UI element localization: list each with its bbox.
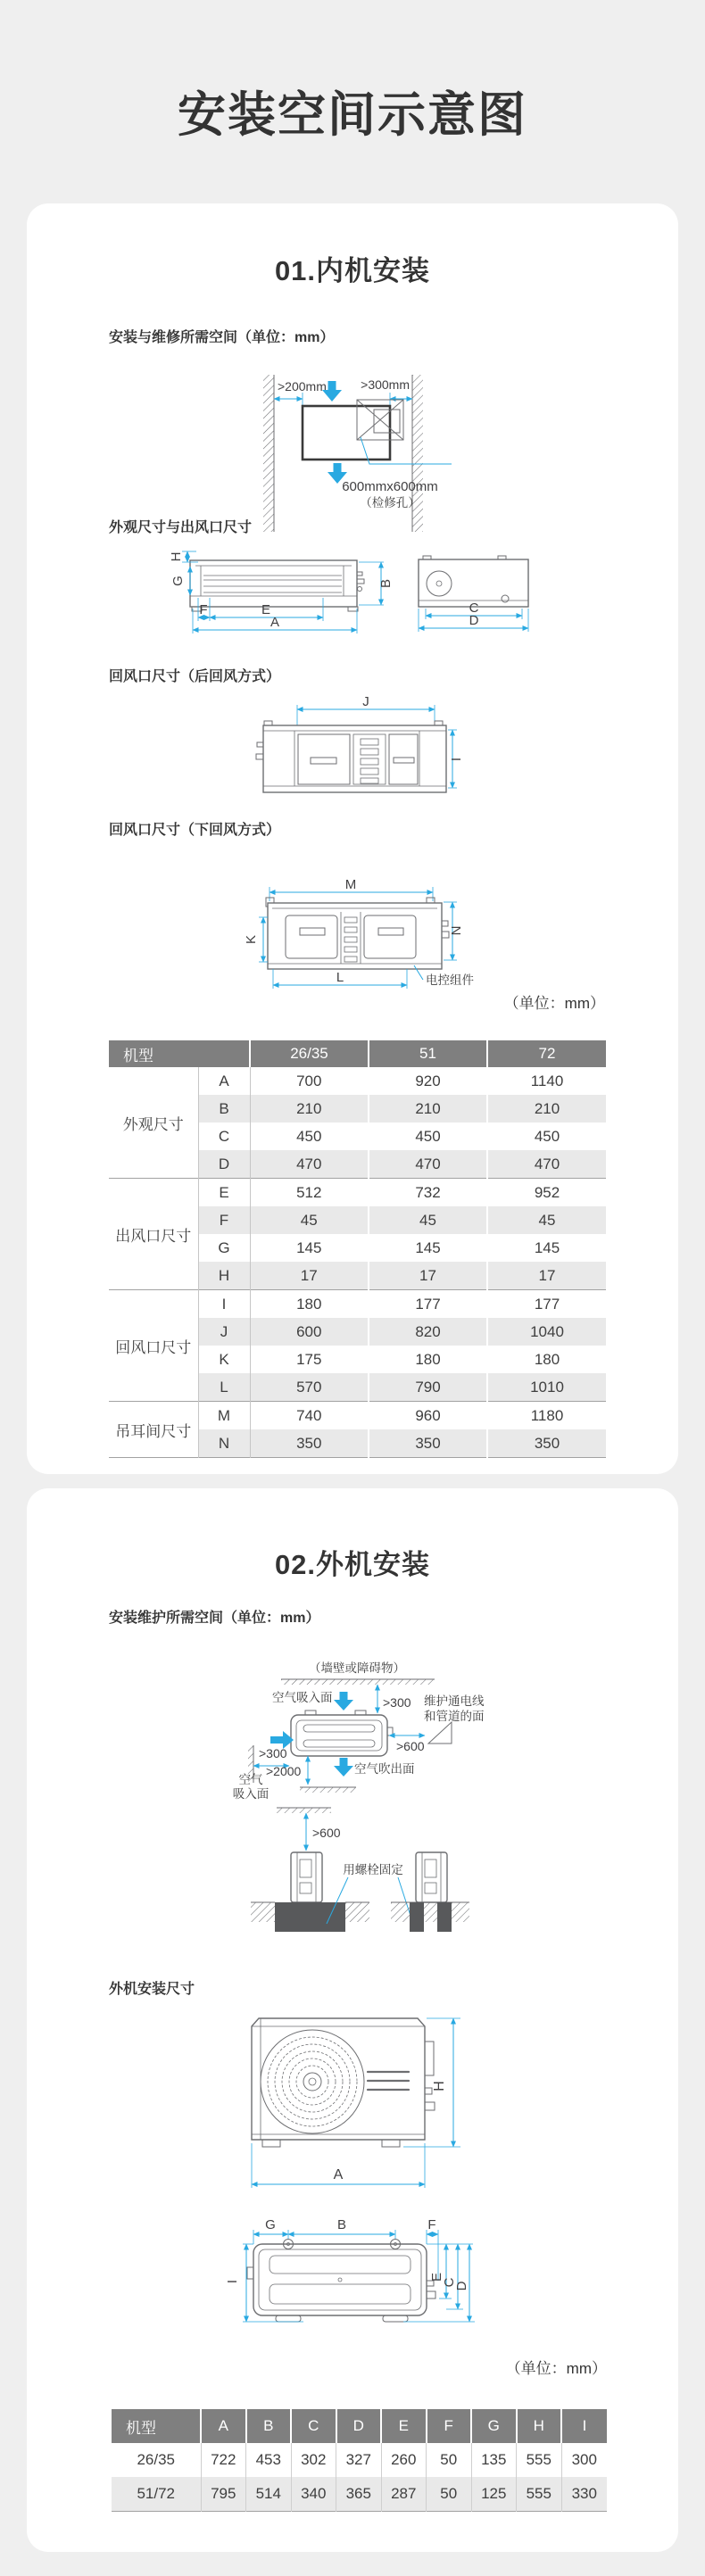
rear-return-unit [256,721,446,792]
dim-label-f: F [199,602,208,617]
table-cell: 1140 [487,1067,606,1095]
outdoor-unit-front [252,2018,435,2147]
dim-label-l: L [336,970,344,985]
table-dim-letter: G [198,1234,250,1262]
page-title: 安装空间示意图 [178,88,527,142]
table-cell: 350 [369,1429,487,1458]
table-cell: 1180 [487,1402,606,1430]
left-intake-label-1: 空气 [238,1773,263,1786]
table-cell: 17 [487,1262,606,1290]
side-view [419,556,528,607]
access-hole-name: （检修孔） [360,496,420,509]
table-cell: 470 [250,1150,369,1179]
table-cell: 45 [250,1206,369,1234]
table-header-model: 机型 [109,1040,250,1067]
label-bottom-return: 回风口尺寸（下回风方式） [109,823,281,838]
dim-stack-gap: >600 [312,1826,341,1840]
outdoor-unit-top [247,2240,435,2323]
table-cell: 512 [250,1179,369,1207]
table-cell: 350 [250,1429,369,1458]
table-cell: 300 [561,2443,607,2477]
outlet-label: 空气吹出面 [354,1762,415,1776]
outdoor-install-card [27,1488,678,2552]
bottom-return-unit [266,898,449,969]
table-cell: 600 [250,1318,369,1346]
table-dim-letter: D [198,1150,250,1179]
table-header-col: G [471,2409,517,2443]
ground-mark [300,1787,356,1793]
table-dim-letter: H [198,1262,250,1290]
bolt-fixing-diagram [27,1801,678,1945]
table-cell: 177 [487,1290,606,1319]
table-model-cell: 51/72 [112,2477,201,2512]
dim-label-a: A [333,2167,344,2183]
label-indoor-clearance: 安装与维修所需空间（单位：mm） [109,330,335,345]
table-row [112,2477,607,2512]
table-header-col: I [561,2409,607,2443]
table-cell: 50 [427,2477,472,2512]
dim-label-d: D [469,613,479,628]
table-group-label: 吊耳间尺寸 [109,1402,198,1458]
table-header-model: 机型 [112,2409,201,2443]
outdoor-dimension-table [112,2409,607,2512]
dim-label-n: N [449,925,464,936]
table-header-col: A [201,2409,246,2443]
table-cell: 45 [369,1206,487,1234]
wall-note: （墙壁或障碍物） [309,1661,405,1675]
table-cell: 1010 [487,1373,606,1402]
bolt-label: 用螺栓固定 [343,1863,403,1876]
table-cell: 260 [381,2443,427,2477]
table-header-col: 26/35 [250,1040,369,1067]
dim-label-m: M [344,877,357,892]
table-row [109,1179,606,1207]
dim-left-gap: >300 [259,1746,287,1760]
electric-control-label: 电控组件 [426,973,474,987]
table-cell: 340 [291,2477,336,2512]
table-cell: 180 [250,1290,369,1319]
top-intake-label: 空气吸入面 [272,1691,333,1704]
table-dim-letter: L [198,1373,250,1402]
outdoor-unit-small [416,1852,447,1902]
left-intake-label-2: 吸入面 [232,1787,270,1801]
table-cell: 145 [369,1234,487,1262]
table-cell: 722 [201,2443,246,2477]
table-cell: 287 [381,2477,427,2512]
table-header-col: D [336,2409,382,2443]
table-row [109,1067,606,1095]
table-dim-letter: E [198,1179,250,1207]
table-header-col: H [517,2409,562,2443]
label-rear-return: 回风口尺寸（后回风方式） [109,669,281,684]
table-dim-letter: I [198,1290,250,1319]
table-cell: 952 [487,1179,606,1207]
table-header-col: 51 [369,1040,487,1067]
table-row [112,2443,607,2477]
table-cell: 17 [250,1262,369,1290]
wall-top [281,1679,435,1685]
table-cell: 145 [296,1238,322,1256]
table-cell: 175 [296,1350,322,1368]
airflow-down-icon [334,1692,353,1710]
table-header-col: B [246,2409,292,2443]
table-dim-letter: N [198,1429,250,1458]
table-cell: 302 [291,2443,336,2477]
table-cell: 514 [246,2477,292,2512]
access-hole-size: 600mmx600mm [342,479,438,494]
outdoor-unit-top-view [291,1710,393,1756]
table-cell: 555 [517,2477,562,2512]
service-side-label-2: 和管道的面 [424,1710,485,1723]
table-cell: 350 [487,1429,606,1458]
front-view [190,560,364,611]
table-cell: 330 [561,2477,607,2512]
dim-label-i: I [225,2279,240,2284]
table-cell: 135 [471,2443,517,2477]
table-header-col: 72 [487,1040,606,1067]
table-cell: 450 [369,1122,487,1150]
table-cell: 50 [427,2443,472,2477]
table-group-label: 出风口尺寸 [109,1179,198,1290]
table-cell: 180 [369,1346,487,1373]
dim-label-b: B [336,2217,347,2232]
table-cell: 17 [369,1262,487,1290]
table-cell: 180 [487,1346,606,1373]
table-cell: 210 [487,1095,606,1122]
indoor-dimension-diagram [27,544,678,647]
table-cell: 790 [369,1373,487,1402]
outdoor-top-diagram [27,2213,678,2332]
table-cell: 470 [487,1150,606,1179]
table-group-label: 回风口尺寸 [109,1290,198,1402]
concrete-base [251,1902,369,1932]
table-cell: 453 [246,2443,292,2477]
dim-right-gap: >300mm [361,377,410,392]
dim-label-d: D [454,2281,469,2291]
table-dim-letter: K [198,1346,250,1373]
table-cell: 960 [369,1402,487,1430]
dim-label-k: K [244,934,259,945]
table-cell: 45 [487,1206,606,1234]
dim-left-gap: >200mm [278,379,327,393]
table-cell: 145 [487,1234,606,1262]
label-appearance: 外观尺寸与出风口尺寸 [109,520,253,535]
table-model-cell: 26/35 [137,2451,176,2468]
table-row [109,1402,606,1430]
section1-title: 01.内机安装 [274,255,431,286]
label-outdoor-clearance: 安装维护所需空间（单位：mm） [109,1611,320,1626]
dim-label-e: E [429,2272,444,2282]
table-cell: 470 [369,1150,487,1179]
pier-base [391,1902,469,1932]
wall-left [263,375,274,532]
bottom-return-diagram [27,844,678,999]
table-cell: 732 [369,1179,487,1207]
dim-label-i: I [449,757,464,762]
table-header-col: E [381,2409,427,2443]
indoor-dimension-table [109,1040,606,1458]
indoor-install-card [27,203,678,1474]
table-cell: 365 [336,2477,382,2512]
unit-note-2: （单位：mm） [505,2360,607,2377]
table-dim-letter: J [198,1318,250,1346]
airflow-down-icon [334,1758,353,1777]
table-cell: 700 [296,1072,322,1089]
label-outdoor-install: 外机安装尺寸 [109,1982,195,1997]
table-header-col: F [427,2409,472,2443]
table-cell: 450 [487,1122,606,1150]
table-dim-letter: B [198,1095,250,1122]
table-cell: 210 [250,1095,369,1122]
outdoor-clearance-diagram [27,1655,678,1805]
table-cell: 177 [369,1290,487,1319]
dim-front-gap: >2000 [266,1764,302,1778]
table-dim-letter: C [198,1122,250,1150]
dim-label-c: C [469,601,479,616]
table-cell: 920 [369,1067,487,1095]
dim-label-j: J [362,697,369,709]
table-cell: 125 [471,2477,517,2512]
dim-label-f: F [427,2217,436,2232]
service-side-label-1: 维护通电线 [424,1694,485,1708]
table-group-label: 外观尺寸 [109,1067,198,1179]
table-dim-letter: A [198,1067,250,1095]
table-dim-letter: M [198,1402,250,1430]
table-dim-letter: F [198,1206,250,1234]
table-header-col: C [291,2409,336,2443]
table-cell: 1040 [487,1318,606,1346]
dim-label-h: H [432,2081,447,2091]
table-cell: 210 [369,1095,487,1122]
unit-note-1: （单位：mm） [503,995,605,1012]
dim-right-gap: >600 [396,1739,425,1753]
table-cell: 740 [250,1402,369,1430]
table-cell: 327 [336,2443,382,2477]
table-cell: 450 [296,1127,322,1145]
dim-label-e: E [261,602,271,617]
dim-label-c: C [442,2277,457,2288]
dim-top-gap: >300 [383,1695,411,1710]
table-row [109,1290,606,1319]
dim-label-g: G [265,2217,276,2232]
indoor-clearance-diagram [27,370,678,540]
dim-label-h: H [169,551,184,562]
table-cell: 555 [517,2443,562,2477]
service-wall [428,1722,452,1744]
dim-label-g: G [170,576,186,586]
table-cell: 795 [201,2477,246,2512]
table-cell: 820 [369,1318,487,1346]
outdoor-unit-small [291,1852,322,1902]
dim-label-b: B [378,578,394,589]
outdoor-front-diagram [27,2015,678,2201]
table-cell: 570 [250,1373,369,1402]
rear-return-diagram [27,697,678,803]
dim-label-a: A [270,615,280,630]
section2-title: 02.外机安装 [274,1549,431,1580]
ground-mark [277,1808,331,1813]
